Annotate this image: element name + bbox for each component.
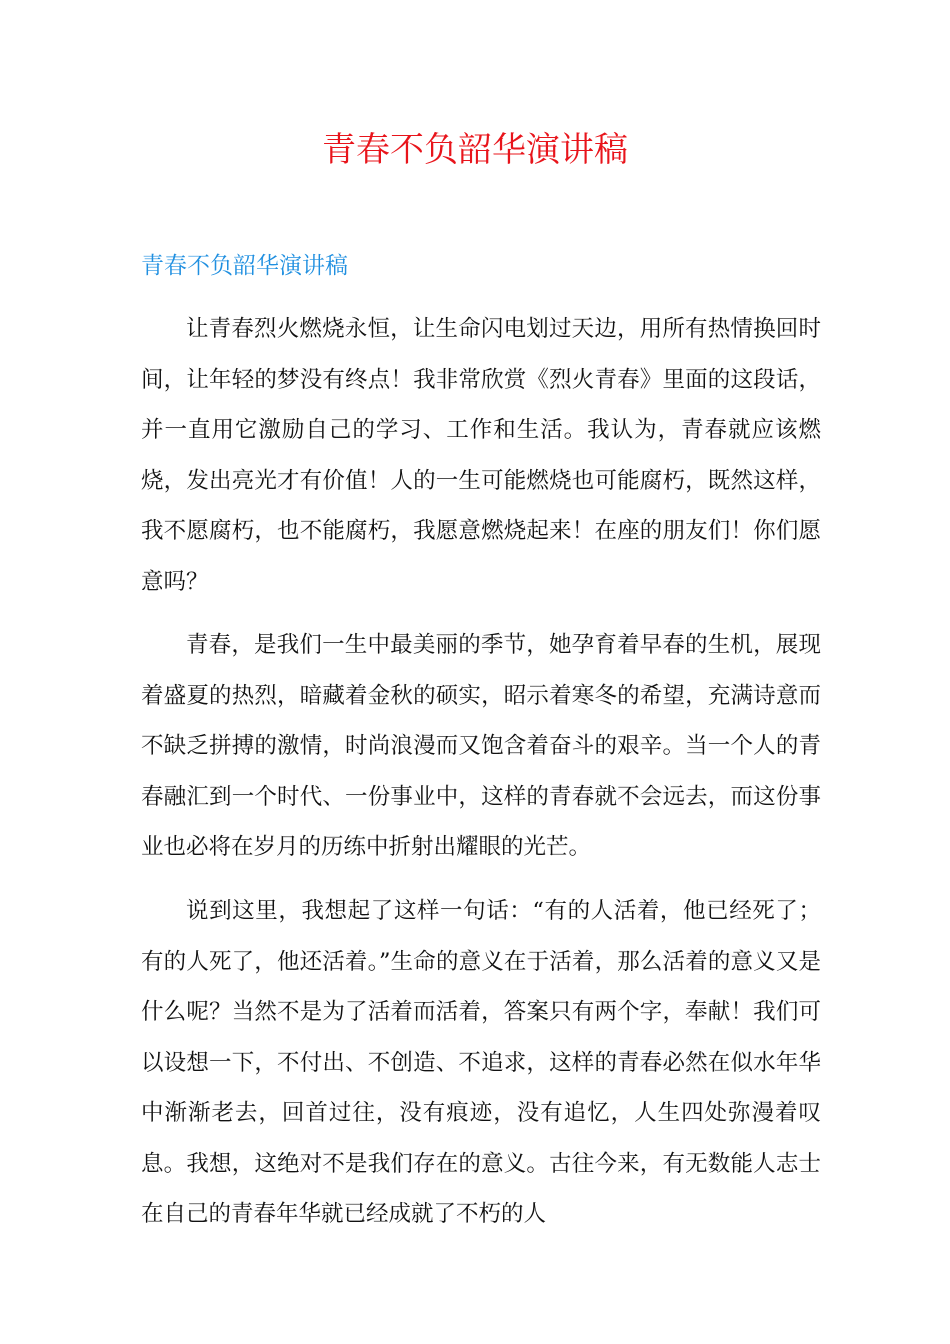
document-title: 青春不负韶华演讲稿 (322, 130, 628, 170)
paragraph-block-2 (141, 620, 821, 873)
paragraph-3: 说到这里，我想起了这样一句话：“有的人活着，他已经死了；有的人死了，他还活着。”生命的意义在于活着，那么活着的意义又是什么呢？当然不是为了活着而活着，答案只有两个字，奉献！我们可以设想一下，不付出、不创造、不追求，这样的青春必然在似水年华中渐渐老去，回首过往，没有痕迹，没有追忆，人生四处弥漫着叹息。我想，这绝对不是我们存在的意义。古往今来，有无数能人志士在自己的青春年华就已经成就了不朽的人 (141, 898, 821, 1227)
paragraph-block-1 (141, 304, 821, 607)
document-subtitle: 青春不负韶华演讲稿 (141, 253, 348, 279)
paragraph-1: 让青春烈火燃烧永恒，让生命闪电划过天边，用所有热情换回时间，让年轻的梦没有终点！我非常欣赏《烈火青春》里面的这段话，并一直用它激励自己的学习、工作和生活。我认为，青春就应该燃烧，发出亮光才有价值！人的一生可能燃烧也可能腐朽，既然这样，我不愿腐朽，也不能腐朽，我愿意燃烧起来！在座的朋友们！你们愿意吗？ (141, 316, 821, 595)
paragraph-block-3 (141, 886, 821, 1240)
paragraph-2: 青春，是我们一生中最美丽的季节，她孕育着早春的生机，展现着盛夏的热烈，暗藏着金秋的硕实，昭示着寒冬的希望，充满诗意而不缺乏拼搏的激情，时尚浪漫而又饱含着奋斗的艰辛。当一个人的青春融汇到一个时代、一份事业中，这样的青春就不会远去，而这份事业也必将在岁月的历练中折射出耀眼的光芒。 (141, 632, 821, 860)
